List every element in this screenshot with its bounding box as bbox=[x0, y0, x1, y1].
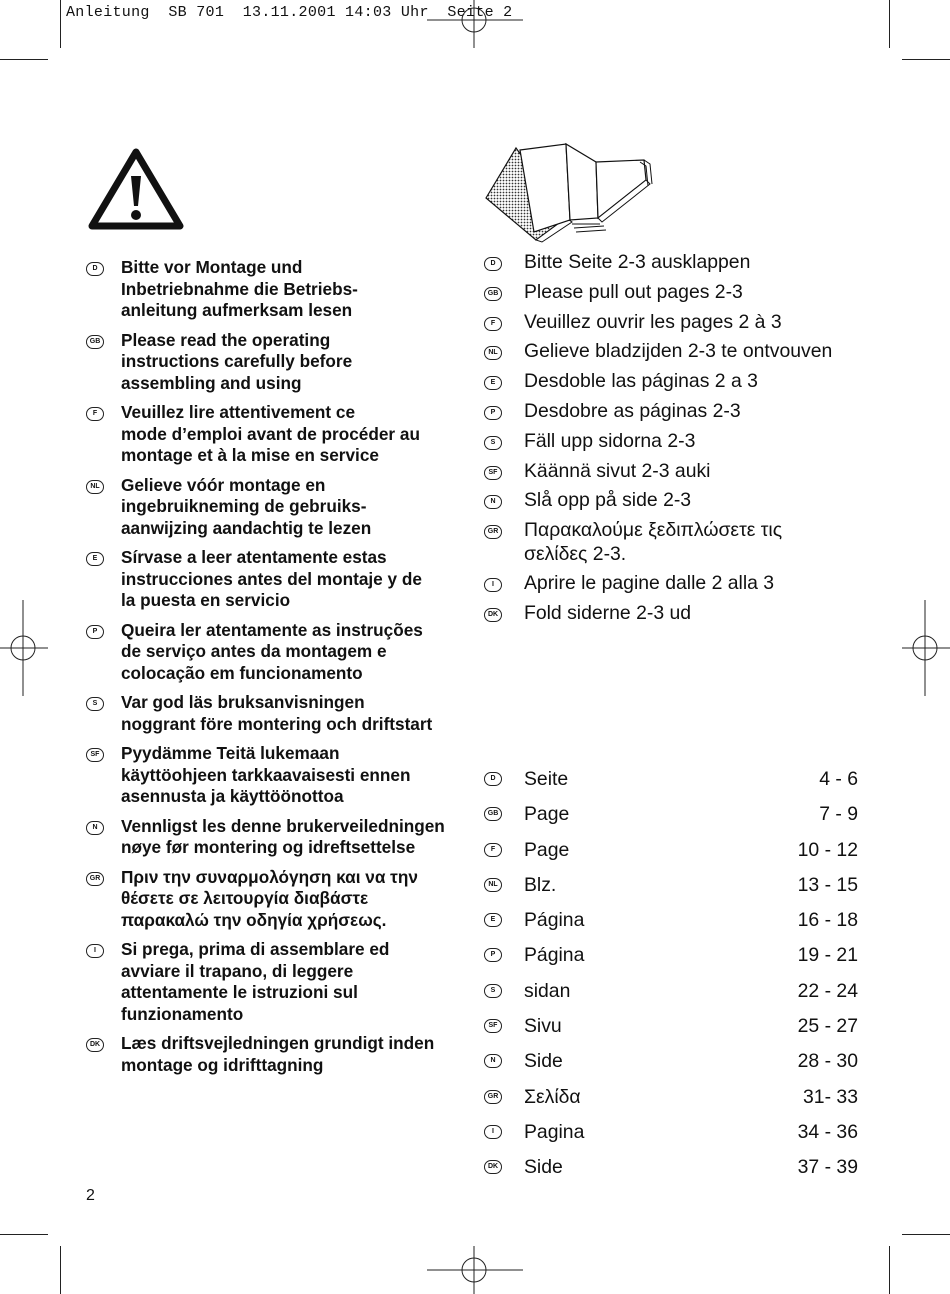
page-index-row bbox=[484, 800, 858, 835]
warning-triangle-icon bbox=[88, 148, 184, 230]
page-label: Page bbox=[524, 838, 570, 861]
language-code-badge: N bbox=[484, 495, 502, 509]
language-code-badge: I bbox=[484, 578, 502, 592]
page-label: Side bbox=[524, 1156, 563, 1179]
page-index-row bbox=[484, 1012, 858, 1047]
list-item bbox=[484, 370, 864, 393]
language-code-badge: F bbox=[484, 317, 502, 331]
language-code-badge: GR bbox=[484, 525, 502, 539]
page-range: 37 - 39 bbox=[797, 1156, 858, 1179]
language-code-badge: GB bbox=[484, 287, 502, 301]
registration-mark-icon bbox=[427, 0, 523, 48]
page-index-row bbox=[484, 941, 858, 976]
language-code-badge: DK bbox=[86, 1038, 104, 1052]
fold-out-text: Gelieve bladzijden 2-3 te ontvouven bbox=[524, 340, 833, 363]
language-code-badge: P bbox=[484, 948, 502, 962]
page-range: 19 - 21 bbox=[797, 944, 858, 967]
language-code-badge: F bbox=[484, 843, 502, 857]
language-code-badge: D bbox=[86, 262, 104, 276]
list-item bbox=[86, 257, 466, 322]
crop-mark bbox=[889, 1246, 890, 1294]
language-code-badge: NL bbox=[484, 346, 502, 360]
list-item bbox=[86, 692, 466, 735]
registration-mark-icon bbox=[427, 1246, 523, 1294]
page-index-row bbox=[484, 1047, 858, 1082]
list-item bbox=[86, 620, 466, 685]
language-code-badge: E bbox=[484, 376, 502, 390]
list-item bbox=[86, 816, 466, 859]
page-range: 7 - 9 bbox=[819, 803, 858, 826]
list-item bbox=[86, 475, 466, 540]
language-code-badge: P bbox=[484, 406, 502, 420]
fold-out-text: Desdobre as páginas 2-3 bbox=[524, 399, 741, 422]
page-label: Página bbox=[524, 944, 585, 967]
language-code-badge: S bbox=[484, 436, 502, 450]
page-label: Page bbox=[524, 803, 570, 826]
page-range: 34 - 36 bbox=[797, 1120, 858, 1143]
language-code-badge: DK bbox=[484, 608, 502, 622]
list-item bbox=[484, 489, 864, 512]
page-index-row bbox=[484, 765, 858, 800]
language-code-badge: N bbox=[86, 821, 104, 835]
instruction-text: Queira ler atentamente as instruções de serviço antes da montagem e colocação em funcionamento bbox=[121, 619, 423, 683]
page-label: Blz. bbox=[524, 873, 557, 896]
crop-mark bbox=[0, 1234, 48, 1235]
instruction-text: Please read the operating instructions carefully before assembling and using bbox=[121, 329, 353, 393]
registration-mark-icon bbox=[902, 600, 950, 696]
language-code-badge: S bbox=[86, 697, 104, 711]
page-index-row bbox=[484, 1153, 858, 1188]
language-code-badge: NL bbox=[86, 480, 104, 494]
list-item bbox=[86, 939, 466, 1025]
list-item bbox=[86, 547, 466, 612]
list-item bbox=[484, 430, 864, 453]
list-item bbox=[86, 743, 466, 808]
crop-mark bbox=[902, 1234, 950, 1235]
crop-mark bbox=[902, 59, 950, 60]
page-index-row bbox=[484, 836, 858, 871]
list-item bbox=[86, 867, 466, 932]
fold-out-text: Desdoble las páginas 2 a 3 bbox=[524, 370, 758, 393]
crop-mark bbox=[0, 59, 48, 60]
language-code-badge: I bbox=[86, 944, 104, 958]
page-range: 22 - 24 bbox=[797, 979, 858, 1002]
instruction-text: Πριν την συναρμολόγηση και να την θέσετε σε λειτουργία διαβάστε παρακαλώ την οδηγία χρήσεως. bbox=[121, 866, 418, 930]
fold-out-text: Slå opp på side 2-3 bbox=[524, 489, 692, 512]
page-label: sidan bbox=[524, 979, 571, 1002]
language-code-badge: E bbox=[484, 913, 502, 927]
language-code-badge: SF bbox=[484, 466, 502, 480]
page-number: 2 bbox=[86, 1187, 95, 1204]
language-code-badge: SF bbox=[484, 1019, 502, 1033]
fold-out-text: Παρακαλούμε ξεδιπλώσετε τις σελίδες 2-3. bbox=[524, 519, 783, 565]
language-code-badge: SF bbox=[86, 748, 104, 762]
language-code-badge: N bbox=[484, 1054, 502, 1068]
fold-out-text: Käännä sivut 2-3 auki bbox=[524, 459, 711, 482]
list-item bbox=[484, 400, 864, 423]
fold-out-text: Bitte Seite 2-3 ausklappen bbox=[524, 251, 751, 273]
print-header: Anleitung SB 701 13.11.2001 14:03 Uhr Seite 2 bbox=[66, 4, 513, 21]
page-label: Seite bbox=[524, 768, 569, 790]
instruction-text: Gelieve vóór montage en ingebruikneming de gebruiks- aanwijzing aandachtig te lezen bbox=[121, 474, 372, 538]
page-range: 10 - 12 bbox=[797, 838, 858, 861]
list-item bbox=[484, 572, 864, 595]
instruction-text: Si prega, prima di assemblare ed avviare il trapano, di leggere attentamente le istruzioni sul funzionamento bbox=[121, 939, 390, 1024]
list-item bbox=[484, 340, 864, 363]
page-label: Página bbox=[524, 909, 585, 932]
fold-out-text: Fäll upp sidorna 2-3 bbox=[524, 429, 696, 452]
language-code-badge: F bbox=[86, 407, 104, 421]
language-code-badge: GB bbox=[86, 335, 104, 349]
instruction-text: Læs driftsvejledningen grundigt inden montage og idrifttagning bbox=[121, 1033, 435, 1075]
instruction-text: Veuillez lire attentivement ce mode d’emploi avant de procéder au montage et à la mise en service bbox=[121, 402, 420, 465]
instruction-text: Sírvase a leer atentamente estas instrucciones antes del montaje y de la puesta en servicio bbox=[121, 547, 422, 610]
page-label: Σελίδα bbox=[524, 1085, 581, 1108]
fold-out-text: Aprire le pagine dalle 2 alla 3 bbox=[524, 572, 775, 595]
fold-out-instructions-list bbox=[484, 251, 864, 632]
page-label: Sivu bbox=[524, 1015, 562, 1038]
language-code-badge: P bbox=[86, 625, 104, 639]
language-code-badge: GR bbox=[86, 872, 104, 886]
language-code-badge: I bbox=[484, 1125, 502, 1139]
instruction-text: Pyydämme Teitä lukemaan käyttöohjeen tarkkaavaisesti ennen asennusta ja käyttöönottoa bbox=[121, 743, 411, 806]
instruction-text: Var god läs bruksanvisningen noggrant före montering och driftstart bbox=[121, 692, 433, 734]
language-code-badge: E bbox=[86, 552, 104, 566]
list-item bbox=[86, 330, 466, 395]
page-label: Side bbox=[524, 1050, 563, 1073]
page-index-row bbox=[484, 1118, 858, 1153]
page-range: 16 - 18 bbox=[797, 909, 858, 932]
page-label: Pagina bbox=[524, 1120, 585, 1143]
language-code-badge: GR bbox=[484, 1090, 502, 1104]
list-item bbox=[86, 1033, 466, 1076]
language-code-badge: NL bbox=[484, 878, 502, 892]
list-item bbox=[484, 602, 864, 625]
crop-mark bbox=[60, 0, 61, 48]
page-index-row bbox=[484, 977, 858, 1012]
page-range: 31- 33 bbox=[803, 1085, 858, 1108]
page-range: 13 - 15 bbox=[797, 873, 858, 896]
language-code-badge: D bbox=[484, 257, 502, 271]
crop-mark bbox=[889, 0, 890, 48]
list-item bbox=[484, 519, 864, 566]
language-code-badge: S bbox=[484, 984, 502, 998]
fold-out-text: Fold siderne 2-3 ud bbox=[524, 602, 692, 625]
fold-out-text: Please pull out pages 2-3 bbox=[524, 280, 743, 303]
language-code-badge: D bbox=[484, 772, 502, 786]
language-code-badge: DK bbox=[484, 1160, 502, 1174]
page-range: 25 - 27 bbox=[797, 1015, 858, 1038]
page-index-row bbox=[484, 1083, 858, 1118]
language-code-badge: GB bbox=[484, 807, 502, 821]
list-item bbox=[86, 402, 466, 467]
crop-mark bbox=[60, 1246, 61, 1294]
language-page-index bbox=[484, 765, 858, 1189]
list-item bbox=[484, 251, 864, 274]
list-item bbox=[484, 281, 864, 304]
page-range: 28 - 30 bbox=[797, 1050, 858, 1073]
page-index-row bbox=[484, 871, 858, 906]
fold-out-text: Veuillez ouvrir les pages 2 à 3 bbox=[524, 310, 782, 333]
list-item bbox=[484, 311, 864, 334]
open-manual-icon bbox=[484, 140, 654, 244]
registration-mark-icon bbox=[0, 600, 48, 696]
instruction-text: Vennligst les denne brukerveiledningen nøye før montering og idreftsettelse bbox=[121, 815, 445, 857]
instruction-text: Bitte vor Montage und Inbetriebnahme die Betriebs- anleitung aufmerksam lesen bbox=[121, 257, 358, 320]
list-item bbox=[484, 460, 864, 483]
safety-instructions-list bbox=[86, 257, 466, 1084]
page-range: 4 - 6 bbox=[819, 768, 858, 790]
page-index-row bbox=[484, 906, 858, 941]
